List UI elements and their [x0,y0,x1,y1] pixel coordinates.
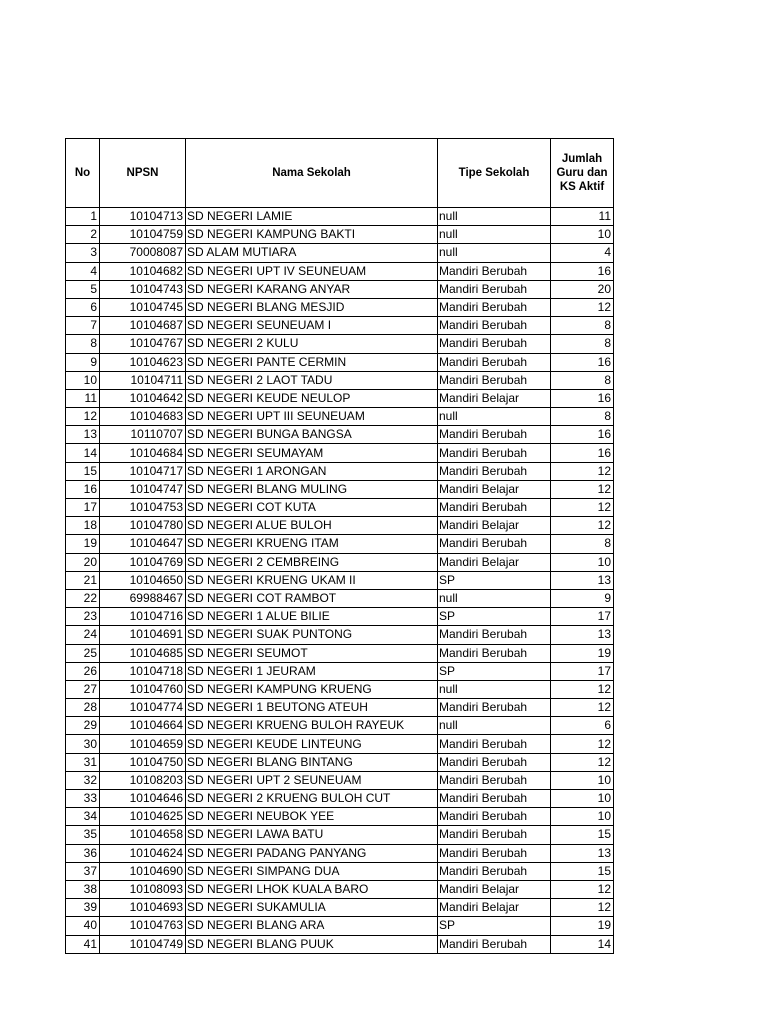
table-row [66,735,614,753]
cell-jumlah-guru: 17 [551,662,614,680]
cell-tipe-sekolah: Mandiri Berubah [438,462,551,480]
cell-tipe-sekolah: null [438,717,551,735]
table-row [66,517,614,535]
table-row [66,626,614,644]
cell-no: 30 [66,735,100,753]
cell-no: 15 [66,462,100,480]
cell-jumlah-guru: 8 [551,371,614,389]
cell-nama-sekolah: SD NEGERI 2 LAOT TADU [186,371,438,389]
table-row [66,662,614,680]
cell-npsn: 10104747 [100,480,186,498]
cell-npsn: 10104749 [100,935,186,953]
cell-npsn: 10104687 [100,317,186,335]
cell-npsn: 10104623 [100,353,186,371]
cell-npsn: 10104767 [100,335,186,353]
cell-no: 33 [66,790,100,808]
cell-nama-sekolah: SD NEGERI KARANG ANYAR [186,280,438,298]
cell-no: 3 [66,244,100,262]
cell-nama-sekolah: SD NEGERI UPT IV SEUNEUAM [186,262,438,280]
cell-tipe-sekolah: Mandiri Berubah [438,535,551,553]
cell-no: 31 [66,753,100,771]
cell-nama-sekolah: SD NEGERI 1 ARONGAN [186,462,438,480]
table-row [66,717,614,735]
cell-jumlah-guru: 12 [551,899,614,917]
cell-npsn: 10104780 [100,517,186,535]
cell-no: 19 [66,535,100,553]
cell-tipe-sekolah: Mandiri Belajar [438,480,551,498]
cell-jumlah-guru: 4 [551,244,614,262]
cell-npsn: 69988467 [100,589,186,607]
cell-jumlah-guru: 16 [551,389,614,407]
cell-npsn: 10108093 [100,880,186,898]
table-row [66,589,614,607]
cell-no: 14 [66,444,100,462]
cell-npsn: 10104743 [100,280,186,298]
cell-jumlah-guru: 15 [551,826,614,844]
cell-tipe-sekolah: Mandiri Berubah [438,262,551,280]
cell-tipe-sekolah: null [438,226,551,244]
cell-no: 37 [66,862,100,880]
cell-no: 24 [66,626,100,644]
cell-nama-sekolah: SD NEGERI PANTE CERMIN [186,353,438,371]
cell-jumlah-guru: 6 [551,717,614,735]
cell-nama-sekolah: SD NEGERI LHOK KUALA BARO [186,880,438,898]
cell-nama-sekolah: SD NEGERI 1 ALUE BILIE [186,608,438,626]
cell-npsn: 10104750 [100,753,186,771]
cell-nama-sekolah: SD NEGERI BLANG BINTANG [186,753,438,771]
cell-tipe-sekolah: Mandiri Berubah [438,280,551,298]
school-table [65,138,614,954]
table-row [66,280,614,298]
cell-npsn: 10104642 [100,389,186,407]
cell-jumlah-guru: 17 [551,608,614,626]
cell-no: 40 [66,917,100,935]
table-row [66,608,614,626]
cell-jumlah-guru: 12 [551,499,614,517]
cell-npsn: 10104624 [100,844,186,862]
cell-nama-sekolah: SD NEGERI KAMPUNG BAKTI [186,226,438,244]
cell-nama-sekolah: SD NEGERI COT KUTA [186,499,438,517]
cell-jumlah-guru: 15 [551,862,614,880]
cell-no: 10 [66,371,100,389]
cell-tipe-sekolah: Mandiri Berubah [438,298,551,316]
table-row [66,499,614,517]
table-row [66,408,614,426]
cell-tipe-sekolah: Mandiri Berubah [438,935,551,953]
table-row [66,790,614,808]
cell-jumlah-guru: 10 [551,771,614,789]
cell-tipe-sekolah: Mandiri Berubah [438,371,551,389]
cell-no: 25 [66,644,100,662]
table-row [66,426,614,444]
cell-tipe-sekolah: Mandiri Belajar [438,389,551,407]
cell-no: 39 [66,899,100,917]
header-npsn: NPSN [100,139,186,208]
cell-no: 28 [66,699,100,717]
cell-tipe-sekolah: Mandiri Berubah [438,753,551,771]
cell-no: 17 [66,499,100,517]
cell-npsn: 10104717 [100,462,186,480]
cell-nama-sekolah: SD NEGERI UPT III SEUNEUAM [186,408,438,426]
cell-npsn: 10104693 [100,899,186,917]
cell-nama-sekolah: SD NEGERI BUNGA BANGSA [186,426,438,444]
table-row [66,862,614,880]
cell-nama-sekolah: SD NEGERI BLANG MULING [186,480,438,498]
cell-no: 11 [66,389,100,407]
cell-jumlah-guru: 12 [551,699,614,717]
cell-no: 13 [66,426,100,444]
cell-no: 16 [66,480,100,498]
cell-tipe-sekolah: Mandiri Berubah [438,335,551,353]
cell-npsn: 10104658 [100,826,186,844]
cell-tipe-sekolah: Mandiri Berubah [438,317,551,335]
cell-npsn: 10104711 [100,371,186,389]
cell-no: 8 [66,335,100,353]
cell-tipe-sekolah: Mandiri Berubah [438,844,551,862]
table-row [66,462,614,480]
cell-jumlah-guru: 16 [551,444,614,462]
cell-tipe-sekolah: Mandiri Berubah [438,644,551,662]
table-row [66,571,614,589]
cell-jumlah-guru: 12 [551,735,614,753]
cell-nama-sekolah: SD NEGERI SEUNEUAM I [186,317,438,335]
header-no: No [66,139,100,208]
table-row [66,335,614,353]
table-row [66,826,614,844]
cell-tipe-sekolah: SP [438,608,551,626]
table-row [66,535,614,553]
cell-tipe-sekolah: null [438,680,551,698]
cell-jumlah-guru: 10 [551,226,614,244]
cell-npsn: 10104647 [100,535,186,553]
cell-no: 32 [66,771,100,789]
cell-no: 9 [66,353,100,371]
cell-nama-sekolah: SD NEGERI BLANG MESJID [186,298,438,316]
cell-no: 1 [66,208,100,226]
cell-jumlah-guru: 12 [551,880,614,898]
cell-npsn: 10104625 [100,808,186,826]
cell-tipe-sekolah: null [438,208,551,226]
cell-no: 18 [66,517,100,535]
cell-nama-sekolah: SD NEGERI KAMPUNG KRUENG [186,680,438,698]
cell-jumlah-guru: 12 [551,480,614,498]
cell-npsn: 10104684 [100,444,186,462]
cell-nama-sekolah: SD NEGERI 1 JEURAM [186,662,438,680]
table-row [66,753,614,771]
cell-no: 20 [66,553,100,571]
cell-tipe-sekolah: SP [438,571,551,589]
header-jumlah-guru: Jumlah Guru dan KS Aktif [551,139,614,208]
cell-tipe-sekolah: Mandiri Belajar [438,553,551,571]
cell-tipe-sekolah: Mandiri Belajar [438,517,551,535]
cell-tipe-sekolah: Mandiri Belajar [438,899,551,917]
table-row [66,244,614,262]
cell-npsn: 10104713 [100,208,186,226]
cell-jumlah-guru: 12 [551,753,614,771]
cell-npsn: 10104760 [100,680,186,698]
cell-nama-sekolah: SD NEGERI ALUE BULOH [186,517,438,535]
cell-no: 26 [66,662,100,680]
cell-tipe-sekolah: null [438,244,551,262]
header-nama-sekolah: Nama Sekolah [186,139,438,208]
cell-no: 36 [66,844,100,862]
cell-nama-sekolah: SD NEGERI SEUMOT [186,644,438,662]
cell-jumlah-guru: 8 [551,335,614,353]
table-row [66,771,614,789]
cell-jumlah-guru: 16 [551,426,614,444]
cell-tipe-sekolah: Mandiri Berubah [438,808,551,826]
table-row [66,389,614,407]
cell-tipe-sekolah: SP [438,917,551,935]
table-row [66,480,614,498]
cell-npsn: 10110707 [100,426,186,444]
cell-jumlah-guru: 12 [551,680,614,698]
cell-npsn: 10104759 [100,226,186,244]
table-row [66,298,614,316]
cell-npsn: 10104646 [100,790,186,808]
table-row [66,680,614,698]
cell-nama-sekolah: SD NEGERI SIMPANG DUA [186,862,438,880]
cell-tipe-sekolah: Mandiri Belajar [438,880,551,898]
cell-no: 21 [66,571,100,589]
table-row [66,317,614,335]
cell-npsn: 10104690 [100,862,186,880]
cell-npsn: 10108203 [100,771,186,789]
cell-npsn: 10104659 [100,735,186,753]
cell-jumlah-guru: 10 [551,553,614,571]
cell-jumlah-guru: 14 [551,935,614,953]
cell-no: 6 [66,298,100,316]
cell-nama-sekolah: SD NEGERI KRUENG ITAM [186,535,438,553]
table-row [66,262,614,280]
table-row [66,917,614,935]
cell-jumlah-guru: 16 [551,353,614,371]
cell-nama-sekolah: SD NEGERI BLANG ARA [186,917,438,935]
cell-nama-sekolah: SD NEGERI UPT 2 SEUNEUAM [186,771,438,789]
cell-npsn: 70008087 [100,244,186,262]
cell-npsn: 10104650 [100,571,186,589]
table-row [66,444,614,462]
table-row [66,226,614,244]
cell-jumlah-guru: 8 [551,317,614,335]
cell-npsn: 10104716 [100,608,186,626]
table-row [66,699,614,717]
cell-nama-sekolah: SD NEGERI KRUENG BULOH RAYEUK [186,717,438,735]
cell-nama-sekolah: SD NEGERI COT RAMBOT [186,589,438,607]
cell-tipe-sekolah: Mandiri Berubah [438,626,551,644]
cell-npsn: 10104769 [100,553,186,571]
cell-nama-sekolah: SD NEGERI KEUDE NEULOP [186,389,438,407]
cell-jumlah-guru: 12 [551,462,614,480]
table-row [66,880,614,898]
cell-jumlah-guru: 19 [551,644,614,662]
cell-nama-sekolah: SD NEGERI PADANG PANYANG [186,844,438,862]
cell-no: 38 [66,880,100,898]
cell-npsn: 10104745 [100,298,186,316]
cell-jumlah-guru: 8 [551,408,614,426]
cell-no: 27 [66,680,100,698]
cell-nama-sekolah: SD ALAM MUTIARA [186,244,438,262]
cell-no: 7 [66,317,100,335]
table-row [66,353,614,371]
cell-jumlah-guru: 20 [551,280,614,298]
cell-npsn: 10104753 [100,499,186,517]
cell-jumlah-guru: 10 [551,790,614,808]
cell-nama-sekolah: SD NEGERI SUKAMULIA [186,899,438,917]
table-row [66,935,614,953]
cell-jumlah-guru: 13 [551,626,614,644]
table-row [66,808,614,826]
cell-tipe-sekolah: Mandiri Berubah [438,699,551,717]
cell-jumlah-guru: 13 [551,844,614,862]
cell-no: 41 [66,935,100,953]
cell-jumlah-guru: 16 [551,262,614,280]
cell-npsn: 10104718 [100,662,186,680]
cell-tipe-sekolah: Mandiri Berubah [438,771,551,789]
cell-jumlah-guru: 19 [551,917,614,935]
cell-tipe-sekolah: Mandiri Berubah [438,353,551,371]
cell-tipe-sekolah: Mandiri Berubah [438,444,551,462]
cell-tipe-sekolah: null [438,589,551,607]
cell-tipe-sekolah: SP [438,662,551,680]
cell-jumlah-guru: 9 [551,589,614,607]
cell-nama-sekolah: SD NEGERI SUAK PUNTONG [186,626,438,644]
cell-npsn: 10104774 [100,699,186,717]
header-row [66,139,614,208]
cell-no: 22 [66,589,100,607]
cell-no: 23 [66,608,100,626]
cell-no: 5 [66,280,100,298]
cell-tipe-sekolah: Mandiri Berubah [438,862,551,880]
cell-nama-sekolah: SD NEGERI 1 BEUTONG ATEUH [186,699,438,717]
table-row [66,899,614,917]
cell-jumlah-guru: 10 [551,808,614,826]
cell-npsn: 10104685 [100,644,186,662]
cell-tipe-sekolah: Mandiri Berubah [438,826,551,844]
cell-nama-sekolah: SD NEGERI LAWA BATU [186,826,438,844]
cell-npsn: 10104763 [100,917,186,935]
cell-no: 29 [66,717,100,735]
cell-nama-sekolah: SD NEGERI 2 KRUENG BULOH CUT [186,790,438,808]
cell-tipe-sekolah: null [438,408,551,426]
table-row [66,553,614,571]
table-row [66,644,614,662]
cell-npsn: 10104664 [100,717,186,735]
cell-nama-sekolah: SD NEGERI KEUDE LINTEUNG [186,735,438,753]
cell-tipe-sekolah: Mandiri Berubah [438,499,551,517]
table-row [66,208,614,226]
cell-jumlah-guru: 8 [551,535,614,553]
cell-no: 4 [66,262,100,280]
cell-jumlah-guru: 12 [551,298,614,316]
cell-npsn: 10104691 [100,626,186,644]
cell-jumlah-guru: 12 [551,517,614,535]
table-body [66,208,614,954]
cell-no: 34 [66,808,100,826]
cell-npsn: 10104683 [100,408,186,426]
table-row [66,371,614,389]
cell-nama-sekolah: SD NEGERI NEUBOK YEE [186,808,438,826]
cell-tipe-sekolah: Mandiri Berubah [438,735,551,753]
cell-nama-sekolah: SD NEGERI SEUMAYAM [186,444,438,462]
cell-no: 35 [66,826,100,844]
cell-npsn: 10104682 [100,262,186,280]
cell-tipe-sekolah: Mandiri Berubah [438,790,551,808]
cell-jumlah-guru: 11 [551,208,614,226]
cell-tipe-sekolah: Mandiri Berubah [438,426,551,444]
cell-nama-sekolah: SD NEGERI 2 CEMBREING [186,553,438,571]
cell-nama-sekolah: SD NEGERI LAMIE [186,208,438,226]
cell-nama-sekolah: SD NEGERI KRUENG UKAM II [186,571,438,589]
cell-no: 2 [66,226,100,244]
header-tipe-sekolah: Tipe Sekolah [438,139,551,208]
cell-nama-sekolah: SD NEGERI BLANG PUUK [186,935,438,953]
table-row [66,844,614,862]
cell-jumlah-guru: 13 [551,571,614,589]
cell-nama-sekolah: SD NEGERI 2 KULU [186,335,438,353]
cell-no: 12 [66,408,100,426]
